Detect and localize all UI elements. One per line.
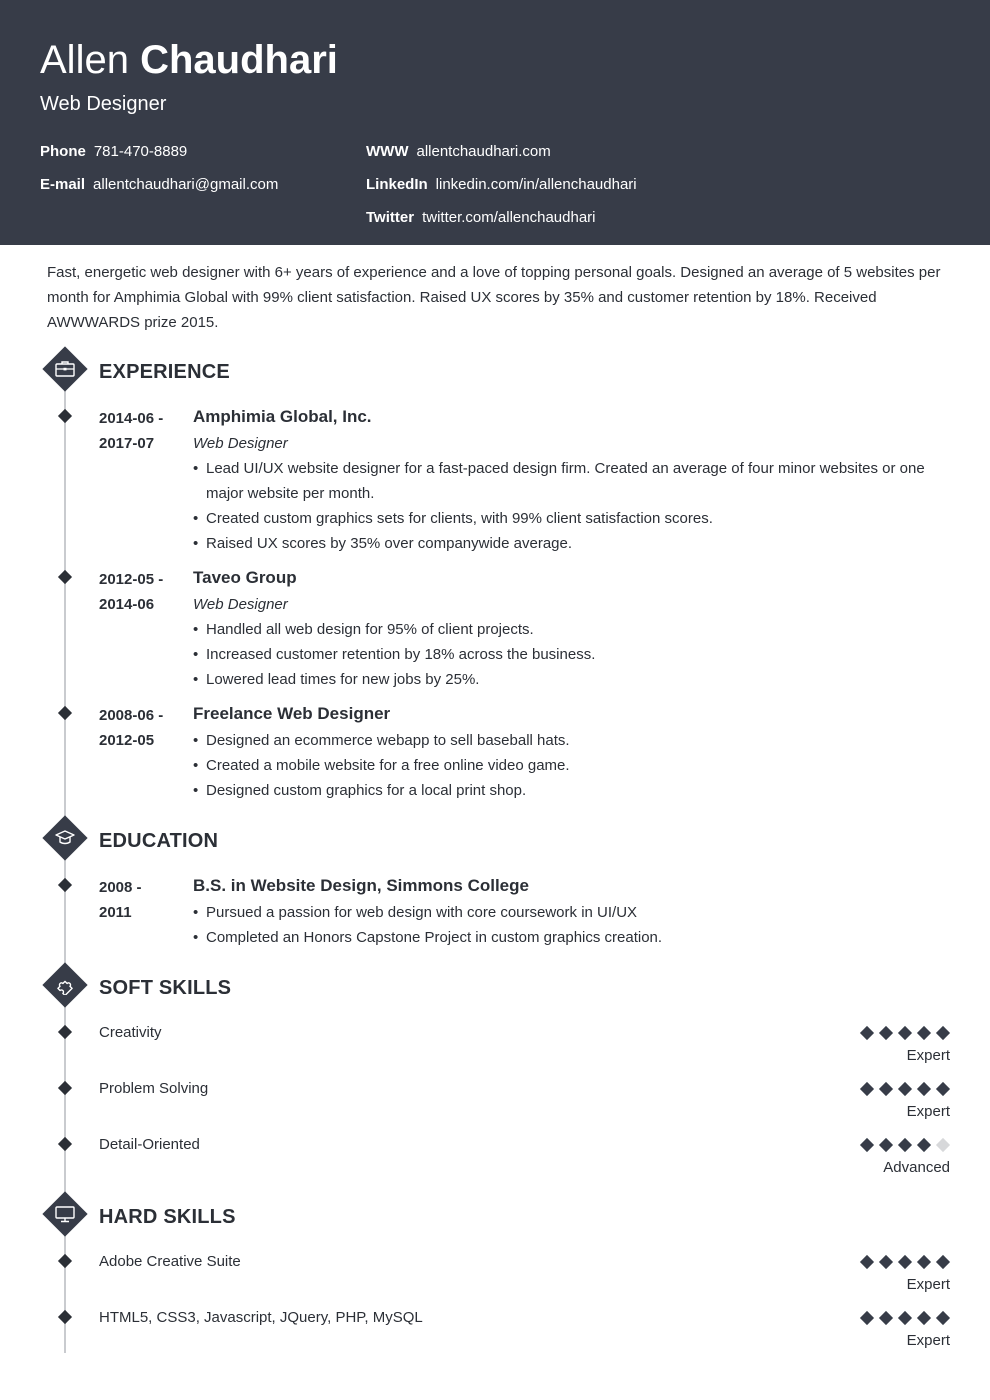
contact-email [40,175,278,195]
job-title: Web Designer [40,93,167,115]
rating-diamond-filled [917,1255,931,1269]
section-title-hard-skills: HARD SKILLS [99,1206,236,1228]
puzzle-icon [50,970,80,1000]
rating-diamond-filled [879,1138,893,1152]
rating-diamond-filled [917,1082,931,1096]
skill-name: Detail-Oriented [99,1136,200,1153]
company-name: Taveo Group [193,568,297,587]
job-bullets [193,617,953,692]
job-dates [99,567,179,617]
date-start: 2008-06 - [99,707,164,724]
email-link[interactable]: allentchaudhari@gmail.com [93,176,279,193]
job-bullets [193,456,953,556]
job-role: Web Designer [193,596,288,613]
contact-linkedin [366,175,637,195]
job-entry [193,567,953,692]
degree-name: B.S. in Website Design, Simmons College [193,876,529,895]
skill-rating [860,1138,950,1152]
bullet-item: • Created custom graphics sets for clients, with 99% client satisfaction scores. [193,506,953,531]
website-link[interactable]: allentchaudhari.com [416,143,551,160]
linkedin-link[interactable]: linkedin.com/in/allenchaudhari [435,176,637,193]
skill-level: Expert [906,1332,950,1349]
last-name: Chaudhari [140,38,338,82]
contact-twitter [366,208,596,228]
skill-rating [860,1026,950,1040]
skill-level: Expert [906,1047,950,1064]
bullet-item: • Designed custom graphics for a local print shop. [193,778,953,803]
rating-diamond-filled [860,1026,874,1040]
contact-label: LinkedIn [366,176,428,193]
section-title-soft-skills: SOFT SKILLS [99,977,232,999]
date-end: 2012-05 [99,732,155,749]
rating-diamond-filled [860,1311,874,1325]
rating-diamond-filled [860,1255,874,1269]
rating-diamond-filled [936,1026,950,1040]
rating-diamond-filled [917,1026,931,1040]
skill-level: Expert [906,1103,950,1120]
rating-diamond-filled [917,1311,931,1325]
bullet-item: • Lead UI/UX website designer for a fast-paced design firm. Created an average of four minor websites or one major website per month. [193,456,953,506]
education-entry [193,875,953,950]
contact-www [366,142,551,162]
date-start: 2008 - [99,879,142,896]
bullet-item: • Increased customer retention by 18% across the business. [193,642,953,667]
timeline-marker [58,706,72,720]
timeline-marker [58,570,72,584]
timeline-marker [58,1081,72,1095]
rating-diamond-filled [879,1026,893,1040]
timeline-marker [58,1137,72,1151]
candidate-name [40,36,338,84]
monitor-icon [50,1199,80,1229]
skill-name: Problem Solving [99,1080,209,1097]
resume-header [0,0,990,245]
skill-rating [860,1255,950,1269]
date-start: 2014-06 - [99,410,164,427]
skill-level: Advanced [883,1159,950,1176]
timeline-marker [58,1025,72,1039]
contact-label: E-mail [40,176,86,193]
skill-rating [860,1311,950,1325]
bullet-item: • Handled all web design for 95% of client projects. [193,617,953,642]
date-end: 2011 [99,904,132,921]
education-bullets [193,900,953,950]
phone-value[interactable]: 781-470-8889 [93,143,188,160]
rating-diamond-filled [898,1138,912,1152]
rating-diamond-filled [936,1082,950,1096]
contact-label: Phone [40,143,86,160]
rating-diamond-filled [860,1138,874,1152]
skill-level: Expert [906,1276,950,1293]
job-entry [193,406,953,556]
timeline-marker [58,409,72,423]
rating-diamond-filled [898,1026,912,1040]
job-entry [193,703,953,803]
date-start: 2012-05 - [99,571,164,588]
rating-diamond-filled [898,1082,912,1096]
contact-label: WWW [366,143,409,160]
rating-diamond-filled [860,1082,874,1096]
briefcase-icon [50,354,80,384]
skill-name: HTML5, CSS3, Javascript, JQuery, PHP, MySQL [99,1309,423,1326]
skill-rating [860,1082,950,1096]
bullet-item: • Raised UX scores by 35% over companywide average. [193,531,953,556]
company-name: Amphimia Global, Inc. [193,407,372,426]
profile-summary: Fast, energetic web designer with 6+ years of experience and a love of topping personal goals. Designed an average of 5 websites per month for Amphimia Global with 99% client satisfaction. Raised UX scores by 35% and customer retention by 18%. Received AWWWARDS prize 2015. [47,264,941,331]
rating-diamond-filled [879,1255,893,1269]
skill-name: Creativity [99,1024,162,1041]
timeline-marker [58,878,72,892]
date-end: 2014-06 [99,596,155,613]
rating-diamond-empty [936,1138,950,1152]
rating-diamond-filled [917,1138,931,1152]
job-dates [99,703,179,753]
date-end: 2017-07 [99,435,155,452]
contact-phone [40,142,187,162]
contact-label: Twitter [366,209,415,226]
company-name: Freelance Web Designer [193,704,391,723]
rating-diamond-filled [898,1255,912,1269]
bullet-item: • Created a mobile website for a free online video game. [193,753,953,778]
rating-diamond-filled [936,1255,950,1269]
rating-diamond-filled [898,1311,912,1325]
rating-diamond-filled [936,1311,950,1325]
skill-name: Adobe Creative Suite [99,1253,241,1270]
job-bullets [193,728,953,803]
job-dates [99,406,179,456]
education-dates [99,875,179,925]
timeline-marker [58,1254,72,1268]
bullet-item: • Lowered lead times for new jobs by 25%. [193,667,953,692]
bullet-item: • Pursued a passion for web design with core coursework in UI/UX [193,900,953,925]
bullet-item: • Completed an Honors Capstone Project in custom graphics creation. [193,925,953,950]
section-title-experience: EXPERIENCE [99,361,230,383]
rating-diamond-filled [879,1082,893,1096]
job-role: Web Designer [193,435,288,452]
twitter-link[interactable]: twitter.com/allenchaudhari [422,209,596,226]
first-name: Allen [40,38,129,82]
rating-diamond-filled [879,1311,893,1325]
bullet-item: • Designed an ecommerce webapp to sell baseball hats. [193,728,953,753]
section-title-education: EDUCATION [99,830,219,852]
graduation-cap-icon [50,823,80,853]
timeline-marker [58,1310,72,1324]
